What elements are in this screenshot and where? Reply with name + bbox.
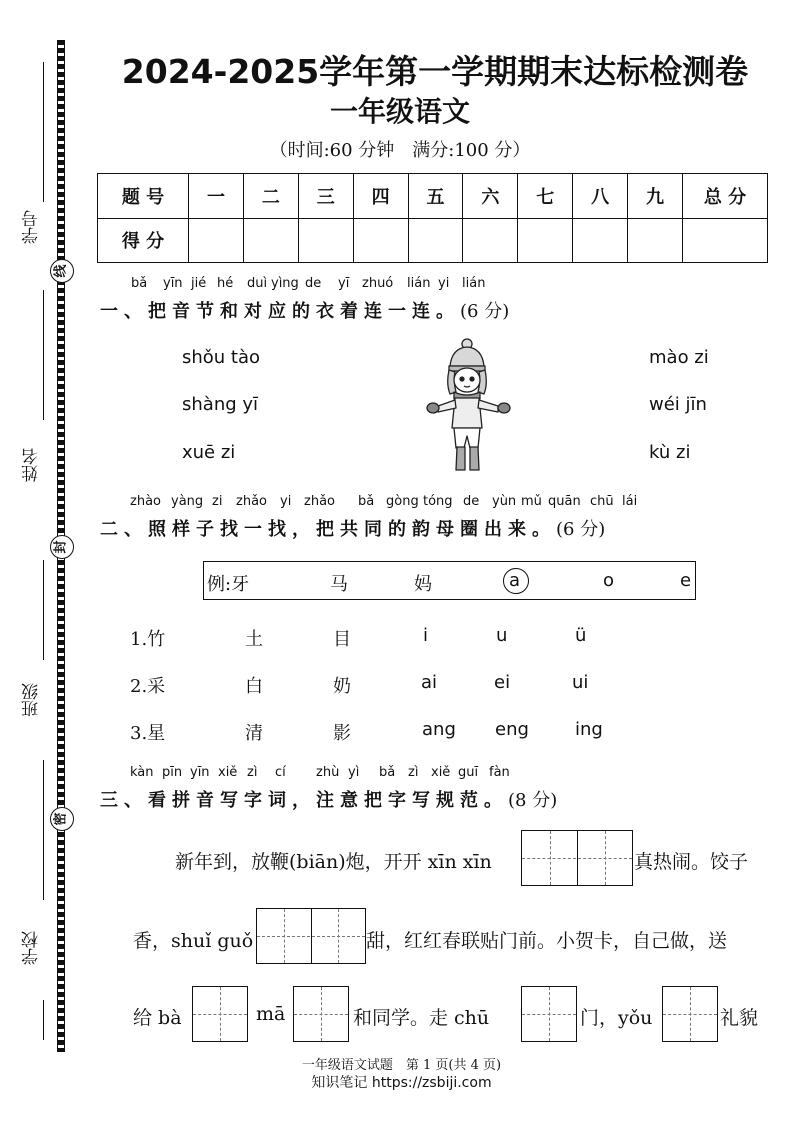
- q2py-syllable: zi: [212, 494, 223, 509]
- q2-row-1-label: 1.竹: [130, 629, 166, 650]
- seal-feng: 封: [50, 535, 74, 559]
- q2py-syllable: chū: [590, 494, 614, 509]
- q3py-syllable: bǎ: [379, 765, 396, 780]
- q3py-syllable: pīn: [162, 765, 183, 780]
- binding-line: [43, 290, 44, 420]
- q3-line2-text: 甜，红红春联贴门前。小贺卡，自己做，送: [366, 930, 728, 952]
- q1py-syllable: yīn: [163, 276, 183, 291]
- q1-left-item[interactable]: xuē zi: [182, 442, 236, 463]
- q2-row-2-vowel[interactable]: ei: [494, 672, 511, 693]
- q3py-syllable: xiě: [218, 765, 238, 780]
- q2py-syllable: quān: [548, 494, 581, 509]
- girl-in-winter-clothes-illustration: [420, 336, 520, 476]
- q2-row-1-vowel[interactable]: ü: [575, 625, 587, 646]
- q1-right-item[interactable]: mào zi: [649, 347, 709, 368]
- q3-line3-text: 门，yǒu: [580, 1007, 653, 1029]
- q2-example-label: 例:牙: [207, 574, 250, 595]
- q1py-syllable: duì: [247, 276, 268, 291]
- q3py-syllable: xiě: [431, 765, 451, 780]
- q3-line3-text: mā: [256, 1003, 286, 1025]
- q2-example-char: 妈: [414, 574, 432, 595]
- q2-title: [100, 515, 605, 541]
- binding-line: [43, 1000, 44, 1040]
- q1-title-text: 一、把音节和对应的衣着连一连。: [100, 301, 460, 322]
- score-header-cell: 一: [189, 174, 244, 219]
- q1-left-item[interactable]: shàng yī: [182, 394, 259, 415]
- q2-row-2-label: 2.采: [130, 676, 166, 697]
- score-table: [97, 173, 768, 263]
- score-header-cell: 二: [243, 174, 298, 219]
- q3-title-text: 三、看拼音写字词，注意把字写规范。: [100, 790, 508, 811]
- q1-right-item[interactable]: wéi jīn: [649, 394, 707, 415]
- q2-title-text: 二、照样子找一找，把共同的韵母圈出来。: [100, 519, 556, 540]
- score-header-cell: 七: [518, 174, 573, 219]
- q2py-syllable: tóng: [423, 494, 453, 509]
- q2-example-vowel: o: [603, 570, 615, 591]
- q2py-syllable: yàng: [171, 494, 204, 509]
- q2-row-3-char: 影: [333, 723, 351, 744]
- score-header-row: [98, 174, 768, 219]
- score-header-cell: 三: [298, 174, 353, 219]
- score-cell[interactable]: [189, 218, 244, 263]
- q3-line1-text: 真热闹。饺子: [634, 851, 749, 873]
- label-student-id: 学号: [22, 210, 42, 244]
- score-header-cell: 八: [573, 174, 628, 219]
- q2-example-box: [203, 561, 696, 600]
- q2-row-2-vowel[interactable]: ui: [572, 672, 589, 693]
- label-class: 班级: [22, 683, 42, 717]
- score-cell[interactable]: [408, 218, 463, 263]
- q2py-syllable: gòng: [386, 494, 419, 509]
- writing-grid[interactable]: [662, 986, 718, 1042]
- q2-row-1-vowel[interactable]: u: [496, 625, 508, 646]
- q1py-syllable: bǎ: [131, 276, 148, 291]
- q1py-syllable: yìng: [271, 276, 299, 291]
- score-header-cell: 六: [463, 174, 518, 219]
- score-cell[interactable]: [628, 218, 683, 263]
- score-header-cell: 四: [353, 174, 408, 219]
- q3py-syllable: fàn: [489, 765, 510, 780]
- writing-grid[interactable]: [256, 908, 366, 964]
- q1-title: [100, 297, 509, 323]
- q2py-syllable: zhǎo: [236, 494, 267, 509]
- score-row-label: 得 分: [98, 218, 189, 263]
- binding-line: [43, 560, 44, 660]
- seal-mi: 密: [50, 807, 74, 831]
- q2-row-1-char: 土: [245, 629, 263, 650]
- q3py-syllable: yīn: [190, 765, 210, 780]
- q2-row-1-vowel[interactable]: i: [423, 625, 429, 646]
- seal-xian: 线: [50, 259, 74, 283]
- q3-line3-text: 给 bà: [133, 1007, 182, 1029]
- q3py-syllable: zhù: [316, 765, 340, 780]
- q1py-syllable: lián: [462, 276, 486, 291]
- q3py-syllable: zì: [247, 765, 258, 780]
- q2py-syllable: bǎ: [358, 494, 375, 509]
- q2-example-char: 马: [330, 574, 348, 595]
- q3py-syllable: cí: [275, 765, 286, 780]
- q2py-syllable: zhào: [130, 494, 161, 509]
- score-header-cell: 五: [408, 174, 463, 219]
- score-cell[interactable]: [573, 218, 628, 263]
- exam-title: 2024-2025学年第一学期期末达标检测卷: [121, 52, 749, 91]
- q3-points: (8 分): [508, 790, 558, 811]
- q2py-syllable: lái: [622, 494, 638, 509]
- q2py-syllable: yùn: [492, 494, 517, 509]
- q3-line1-text: 新年到，放鞭(biān)炮，开开 xīn xīn: [175, 851, 492, 873]
- writing-grid[interactable]: [192, 986, 248, 1042]
- q2-row-1-char: 目: [333, 629, 351, 650]
- score-cell[interactable]: [243, 218, 298, 263]
- q3-line2-text: 香，shuǐ guǒ: [133, 930, 254, 952]
- q2py-syllable: yi: [280, 494, 292, 509]
- q1-points: (6 分): [460, 301, 510, 322]
- page-footer: 一年级语文试题 第 1 页(共 4 页): [301, 1058, 502, 1073]
- score-row: [98, 218, 768, 263]
- writing-grid[interactable]: [521, 830, 633, 886]
- q2-row-3-vowel[interactable]: eng: [495, 719, 529, 740]
- q2-points: (6 分): [556, 519, 606, 540]
- q3py-syllable: kàn: [130, 765, 154, 780]
- q1py-syllable: lián: [407, 276, 431, 291]
- q2-row-2-vowel[interactable]: ai: [421, 672, 438, 693]
- q1-left-item[interactable]: shǒu tào: [182, 347, 261, 368]
- score-header-cell: 题 号: [98, 174, 189, 219]
- score-cell[interactable]: [683, 218, 768, 263]
- q2py-syllable: zhǎo: [304, 494, 335, 509]
- q3-title: [100, 786, 557, 812]
- q1py-syllable: yī: [338, 276, 350, 291]
- q2-row-3-vowel[interactable]: ang: [422, 719, 456, 740]
- q2-row-3-label: 3.星: [130, 723, 166, 744]
- q2-row-3-char: 清: [245, 723, 263, 744]
- q3py-syllable: zì: [408, 765, 419, 780]
- q3py-syllable: yì: [348, 765, 360, 780]
- q2-row-2-char: 白: [245, 676, 263, 697]
- label-school: 学校: [22, 931, 42, 965]
- q2-row-2-char: 奶: [333, 676, 351, 697]
- exam-meta: （时间:60 分钟 满分:100 分）: [269, 140, 531, 161]
- writing-grid[interactable]: [293, 986, 349, 1042]
- score-header-cell: 九: [628, 174, 683, 219]
- q1py-syllable: de: [305, 276, 322, 291]
- q2-example-vowel-circled: a: [509, 570, 521, 591]
- q3-line3-text: 和同学。走 chū: [353, 1007, 490, 1029]
- q2py-syllable: mǔ: [521, 494, 542, 509]
- score-cell[interactable]: [463, 218, 518, 263]
- q1py-syllable: hé: [217, 276, 234, 291]
- q2-row-3-vowel[interactable]: ing: [575, 719, 603, 740]
- q2-example-vowel: e: [680, 570, 692, 591]
- score-cell[interactable]: [518, 218, 573, 263]
- q3py-syllable: guī: [458, 765, 479, 780]
- score-header-cell: 总 分: [683, 174, 768, 219]
- score-cell[interactable]: [353, 218, 408, 263]
- binding-line: [43, 62, 44, 202]
- q1py-syllable: zhuó: [362, 276, 394, 291]
- writing-grid[interactable]: [521, 986, 577, 1042]
- q1-right-item[interactable]: kù zi: [649, 442, 691, 463]
- binding-line: [43, 760, 44, 900]
- score-cell[interactable]: [298, 218, 353, 263]
- exam-subtitle: 一年级语文: [329, 95, 470, 128]
- label-name: 姓名: [22, 448, 42, 482]
- q1py-syllable: yi: [438, 276, 450, 291]
- q3-line3-text: 礼貌: [720, 1007, 759, 1029]
- q1py-syllable: jié: [191, 276, 207, 291]
- q2py-syllable: de: [463, 494, 480, 509]
- watermark-footer: 知识笔记 https://zsbiji.com: [311, 1075, 492, 1091]
